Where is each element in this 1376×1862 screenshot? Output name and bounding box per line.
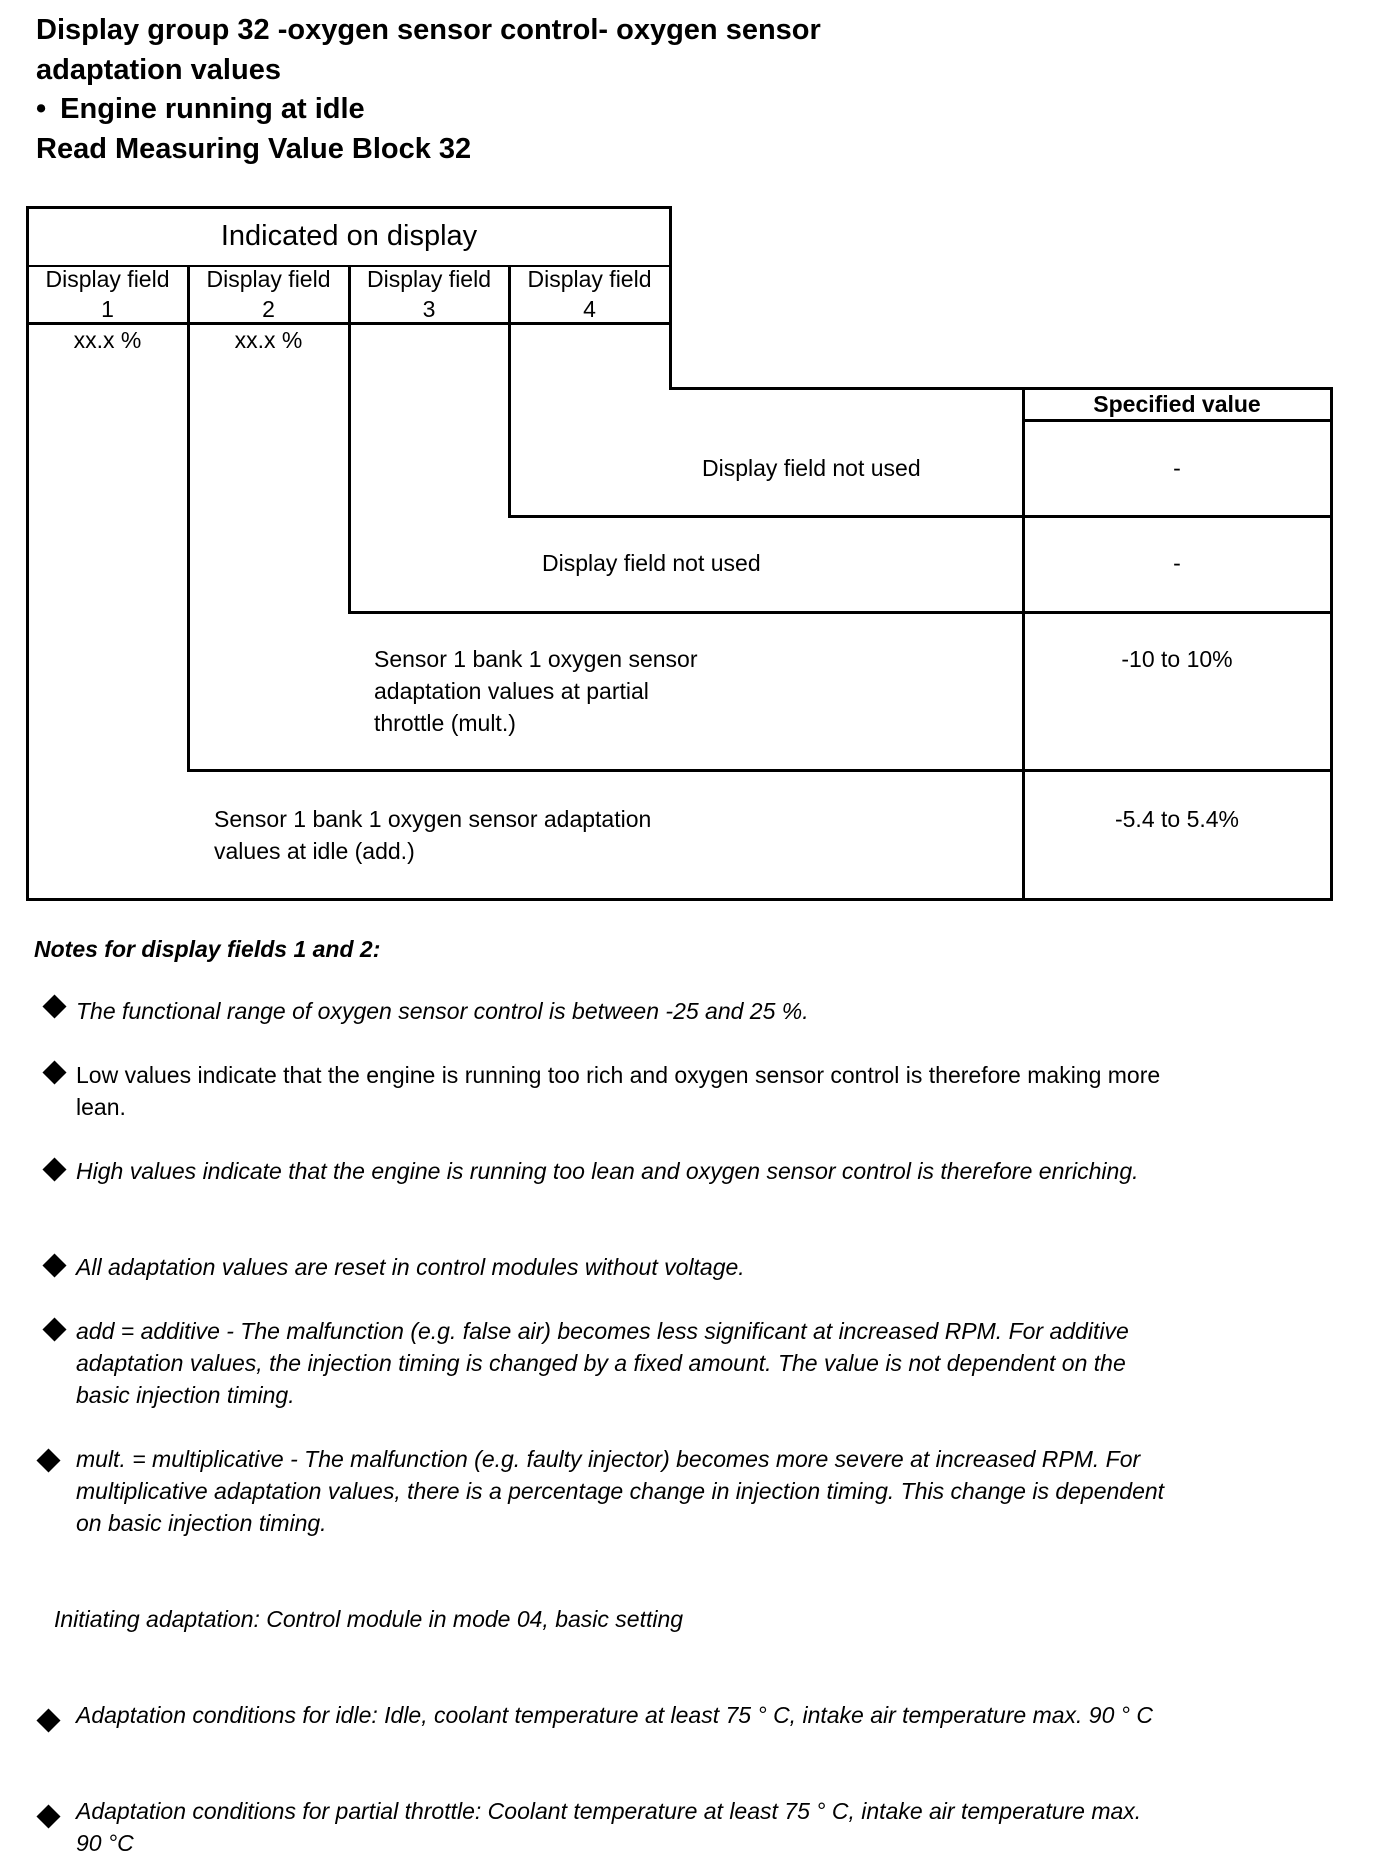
row-field-1-description-line-2: values at idle (add.) [214,838,415,864]
note-high-values: High values indicate that the engine is running too lean and oxygen sensor control is therefore enriching. [76,1158,1139,1184]
diamond-bullet-icon [42,1317,66,1341]
row-field-3-specified: - [1173,550,1181,576]
specified-value-header: Specified value [1093,391,1261,417]
display-field-2-label: Display field [206,266,331,292]
page-title-line-2: adaptation values [36,54,281,86]
row-field-2-specified: -10 to 10% [1121,646,1233,672]
diamond-bullet-icon [36,1708,60,1732]
measuring-block-title: Read Measuring Value Block 32 [36,133,472,165]
diamond-bullet-icon [42,1060,66,1084]
row-line-3 [187,769,1332,772]
row-field-2-description-line-1: Sensor 1 bank 1 oxygen sensor [374,646,698,672]
note-low-values: Low values indicate that the engine is running too rich and oxygen sensor control is therefore making more lean. [76,1062,1161,1120]
row-field-2-description-line-3: throttle (mult.) [374,710,516,736]
diamond-bullet-icon [42,994,66,1018]
display-field-3-label: Display field [367,266,491,292]
note-idle-conditions: Adaptation conditions for idle: Idle, coolant temperature at least 75 ° C, intake air temperature max. 90 ° C [76,1702,1153,1728]
bullet-icon: • [36,93,47,125]
notes-title: Notes for display fields 1 and 2: [34,936,381,962]
spec-border-right [1330,387,1333,901]
row-line-1 [508,515,1332,518]
row-field-3-description: Display field not used [542,550,761,576]
row-field-1-specified: -5.4 to 5.4% [1114,806,1240,832]
spec-header-bottom [1022,419,1332,422]
note-partial-throttle-conditions: Adaptation conditions for partial throttle: Coolant temperature at least 75 ° C, intake air temperature max. 90 °C [76,1798,1142,1856]
table-border-top [26,206,672,209]
diamond-bullet-icon [42,1253,66,1277]
display-field-1-label: Display field [45,266,170,292]
row-field-4-description: Display field not used [702,455,921,481]
condition-line [36,89,365,129]
diamond-bullet-icon [42,1157,66,1181]
row-field-2-description-line-2: adaptation values at partial [374,678,649,704]
note-initiating-adaptation: Initiating adaptation: Control module in mode 04, basic setting [54,1606,684,1632]
display-field-4-number: 4 [583,296,596,322]
diamond-bullet-icon [36,1804,60,1828]
row-line-2 [348,611,1332,614]
display-field-1-number: 1 [101,296,114,322]
note-multiplicative: mult. = multiplicative - The malfunction (e.g. faulty injector) becomes more severe at increased RPM. For multiplicative adaptation values, there is a percentage change in injection timing. This change is dependent on basic injection timing. [76,1446,1165,1536]
display-field-2-number: 2 [262,296,275,322]
page-title-line-1: Display group 32 -oxygen sensor control- oxygen sensor [36,14,821,46]
condition-text: Engine running at idle [60,93,365,125]
table-border-bottom [26,898,1332,901]
row-field-4-specified: - [1173,455,1181,481]
display-field-4-label: Display field [527,266,652,292]
display-field-2-value: xx.x % [234,327,303,353]
display-field-3-number: 3 [422,296,436,322]
diamond-bullet-icon [36,1448,60,1472]
note-reset: All adaptation values are reset in control modules without voltage. [76,1254,745,1280]
note-functional-range: The functional range of oxygen sensor control is between -25 and 25 %. [76,998,809,1024]
display-field-1-value: xx.x % [73,327,142,353]
indicated-on-display-heading: Indicated on display [220,220,478,252]
row-field-1-description-line-1: Sensor 1 bank 1 oxygen sensor adaptation [214,806,652,832]
note-additive: add = additive - The malfunction (e.g. false air) becomes less significant at increased RPM. For additive adaptation values, the injection timing is changed by a fixed amount. The value is not dependent on the basic injection timing. [76,1318,1129,1408]
